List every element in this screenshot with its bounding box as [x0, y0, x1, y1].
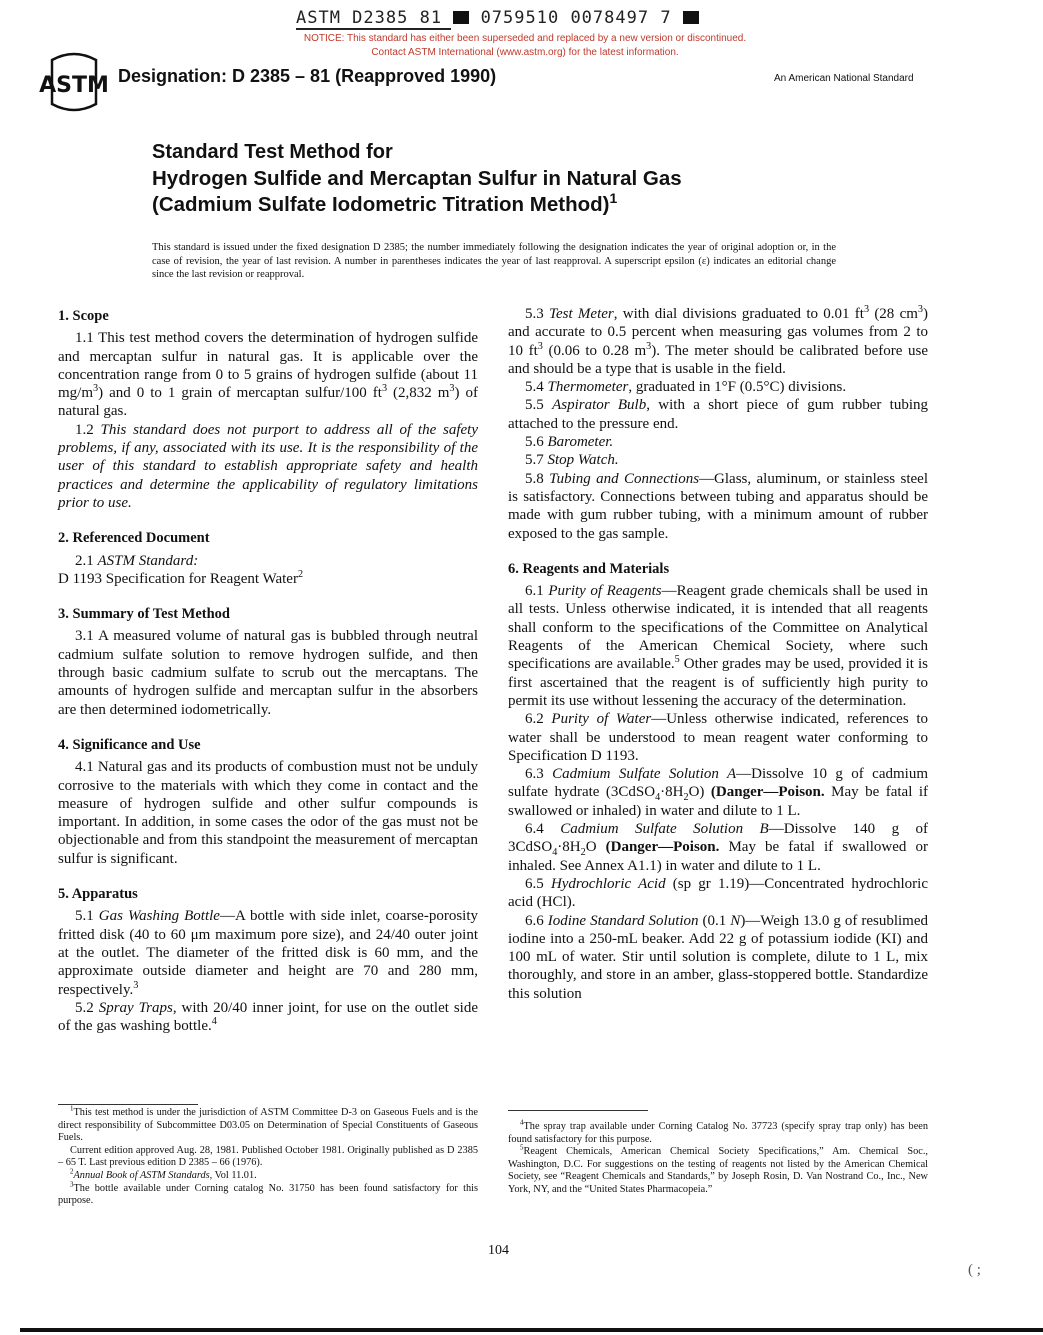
section-heading: 3. Summary of Test Method [58, 606, 230, 623]
section-heading: 1. Scope [58, 308, 109, 324]
title-line-3: (Cadmium Sulfate Iodometric Titration Method)$^1$ [152, 190, 618, 216]
paragraph-3-1: 3.1 A measured volume of natural gas is bubbled through neutral cadmium sulfate solution to remove hydrogen sulfide, and then through basic cadmium sulfate to scrub out the mercaptans. The amounts of hydrogen sulfide and mercaptan sulfur in the absorbers are then determined iodometrically. [58, 628, 478, 718]
section-heading: 5. Apparatus [58, 886, 138, 903]
paragraph-6-5: 6.5 Hydrochloric Acid (sp gr 1.19)—Concentrated hydrochloric acid (HCl). [508, 875, 928, 911]
paragraph-6-4: 6.4 Cadmium Sulfate Solution B—Dissolve 140 g of $3CdSO_4\cdot 8H_2O$ (Danger—Poison. May be fatal if swallowed or inhaled. See Annex A1.1) in water and dilute to 1 L. [508, 821, 929, 874]
preamble: This standard is issued under the fixed designation D 2385; the number immediately following the designation indicates the year of original adoption or, in the case of revision, the year of last revision. A number in parentheses indicates the year of last reapproval. A superscript epsilon (ε) indicates an editorial change since the last revision or reapproval. [152, 242, 836, 280]
scan-speck-icon: ( ; [968, 1262, 981, 1278]
notice-line-2: Contact ASTM International (www.astm.org) for the latest information. [371, 47, 679, 58]
document-code [296, 8, 699, 28]
title-line-1: Standard Test Method for [152, 141, 393, 163]
american-national-standard: An American National Standard [774, 73, 914, 84]
paragraph-5-6: 5.6 Barometer. [525, 434, 614, 451]
svg-text:ASTM: ASTM [39, 73, 109, 98]
paragraph-2-1: 2.1 ASTM Standard: [75, 552, 199, 569]
paragraph-5-8: 5.8 Tubing and Connections—Glass, aluminum, or stainless steel is satisfactory. Connections between tubing and apparatus should be made with gum rubber tubing, with a minimum amount of rubber exposed to the gas sample. [508, 470, 928, 542]
page-bottom-border [20, 1328, 1043, 1332]
paragraph-6-3: 6.3 Cadmium Sulfate Solution A—Dissolve 10 g of cadmium sulfate hydrate $(3CdSO_4\cdot 8H_2O)$ (Danger—Poison. May be fatal if swallowed or inhaled) in water and dilute to 1 L. [508, 766, 929, 819]
footnote-2: $^2$Annual Book of ASTM Standards, Vol 11.01. [70, 1167, 257, 1181]
footnote-1: $^1$This test method is under the jurisdiction of ASTM Committee D-3 on Gaseous Fuels and is the direct responsibility of Subcommittee D03.05 on Determination of Special Constituents of Gaseous Fuels. [58, 1104, 478, 1144]
paragraph-5-5: 5.5 Aspirator Bulb, with a short piece of gum rubber tubing attached to the pressure end. [508, 397, 929, 432]
referenced-standard: D 1193 Specification for Reagent Water$^2$ [58, 568, 304, 587]
paragraph-5-3: 5.3 Test Meter, with dial divisions graduated to 0.01 $ft^3$ (28 $cm^3$) and accurate to 0.5 percent when measuring gas volumes from 2 to 10 $ft^3$ (0.06 to 0.28 $m^3$). The meter should be calibrated before use and should be a type that is usable in the field. [508, 304, 929, 377]
notice-line-1: NOTICE: This standard has either been superseded and replaced by a new version or discontinued. [303, 33, 747, 44]
footnote-rule [508, 1110, 648, 1111]
footnotes-right [508, 1118, 928, 1197]
left-column [58, 307, 478, 1035]
section-heading: 6. Reagents and Materials [508, 560, 670, 577]
document-code-left: ASTM D2385 81 [296, 8, 443, 28]
paragraph-6-2: 6.2 Purity of Water—Unless otherwise indicated, references to water shall be understood to mean reagent water conforming to Specification D 1193. [508, 711, 929, 764]
barcode-block-icon [453, 11, 469, 24]
paragraph-5-1: 5.1 Gas Washing Bottle—A bottle with side inlet, coarse-porosity fritted disk (40 to 60 μm maximum pore size), and 24/40 outer joint at the outlet. The diameter of the fritted disk is 60 mm, and the approximate outside diameter and height are 70 and 280 mm, respectively.$^3$ [58, 908, 478, 998]
section-heading: 2. Referenced Document [58, 530, 210, 547]
document-code-right: 0759510 0078497 7 [480, 8, 672, 28]
footnote-4: $^4$The spray trap available under Corning Catalog No. 37723 (specify spray trap only) has been found satisfactory for this purpose. [508, 1118, 928, 1145]
designation: Designation: D 2385 – 81 (Reapproved 1990) [118, 66, 497, 86]
paragraph-1-1: 1.1 This test method covers the determination of hydrogen sulfide and mercaptan sulfur in natural gas. It is applicable over the concentration range from 0 to 5 grains of hydrogen sulfide (about 11 $mg/m^3$) and 0 to 1 grain of mercaptan sulfur/100 $ft^3$ (2,832 $m^3$) of natural gas. [58, 330, 478, 420]
footnote-3: $^3$The bottle available under Corning catalog No. 31750 has been found satisfactory for this purpose. [58, 1180, 478, 1207]
barcode-block-icon [683, 11, 699, 24]
footnote-5: $^5$Reagent Chemicals, American Chemical Society Specifications,” Am. Chemical Soc., Washington, D.C. For suggestions on the testing of reagents not listed by the American Chemical Society, see “Reagent Chemicals and Standards,” by Joseph Rosin, D. Van Nostrand Co., Inc., New York, NY, and the “United States Pharmacopeia.” [508, 1143, 928, 1195]
astm-logo-icon [39, 50, 109, 114]
footnote-1-history: Current edition approved Aug. 28, 1981. Published October 1981. Originally published as D 2385 – 65 T. Last previous edition D 2385 – 66 (1976). [58, 1144, 478, 1169]
title-line-2: Hydrogen Sulfide and Mercaptan Sulfur in Natural Gas [152, 167, 682, 190]
paragraph-5-2: 5.2 Spray Traps, with 20/40 inner joint, for use on the outlet side of the gas washing bottle.$^4$ [58, 999, 479, 1035]
code-underline [296, 28, 451, 30]
page-number: 104 [488, 1243, 509, 1258]
paragraph-6-1: 6.1 Purity of Reagents—Reagent grade chemicals shall be used in all tests. Unless otherwise indicated, it is intended that all reagents shall conform to the specifications of the Committee on Analytical Reagents of the American Chemical Society, where such specifications are available.$^5$ Other grades may be used, provided it is first ascertained that the reagent is of sufficiently high purity to permit its use without lessening the accuracy of the determination. [508, 583, 928, 709]
paragraph-1-2: 1.2 This standard does not purport to address all of the safety problems, if any, associated with its use. It is the responsibility of the user of this standard to establish appropriate safety and health practices and determine the applicability of regulatory limitations prior to use. [58, 421, 479, 511]
right-column [508, 305, 928, 1003]
footnotes-left [58, 1104, 478, 1208]
paragraph-5-4: 5.4 Thermometer, graduated in 1°F (0.5°C) divisions. [525, 379, 847, 396]
section-heading: 4. Significance and Use [58, 736, 201, 753]
paragraph-5-7: 5.7 Stop Watch. [525, 452, 619, 469]
footnote-rule [58, 1104, 198, 1105]
paragraph-4-1: 4.1 Natural gas and its products of combustion must not be unduly corrosive to the materials with which they come in contact and the measure of hydrogen sulfide and other sulfur compounds is important. In addition, in some cases the odor of the gas must not be objectionable and from this standpoint the measurement of mercaptan sulfur is significant. [58, 759, 478, 867]
paragraph-6-6: 6.6 Iodine Standard Solution (0.1 N)—Weigh 13.0 g of resublimed iodine into a 250-mL beaker. Add 22 g of potassium iodide (KI) and 100 mL of water. Stir until solution is complete, dilute to 1 L, mix thoroughly, and store in an amber, glass-stoppered bottle. Standardize this solution [508, 912, 928, 1002]
